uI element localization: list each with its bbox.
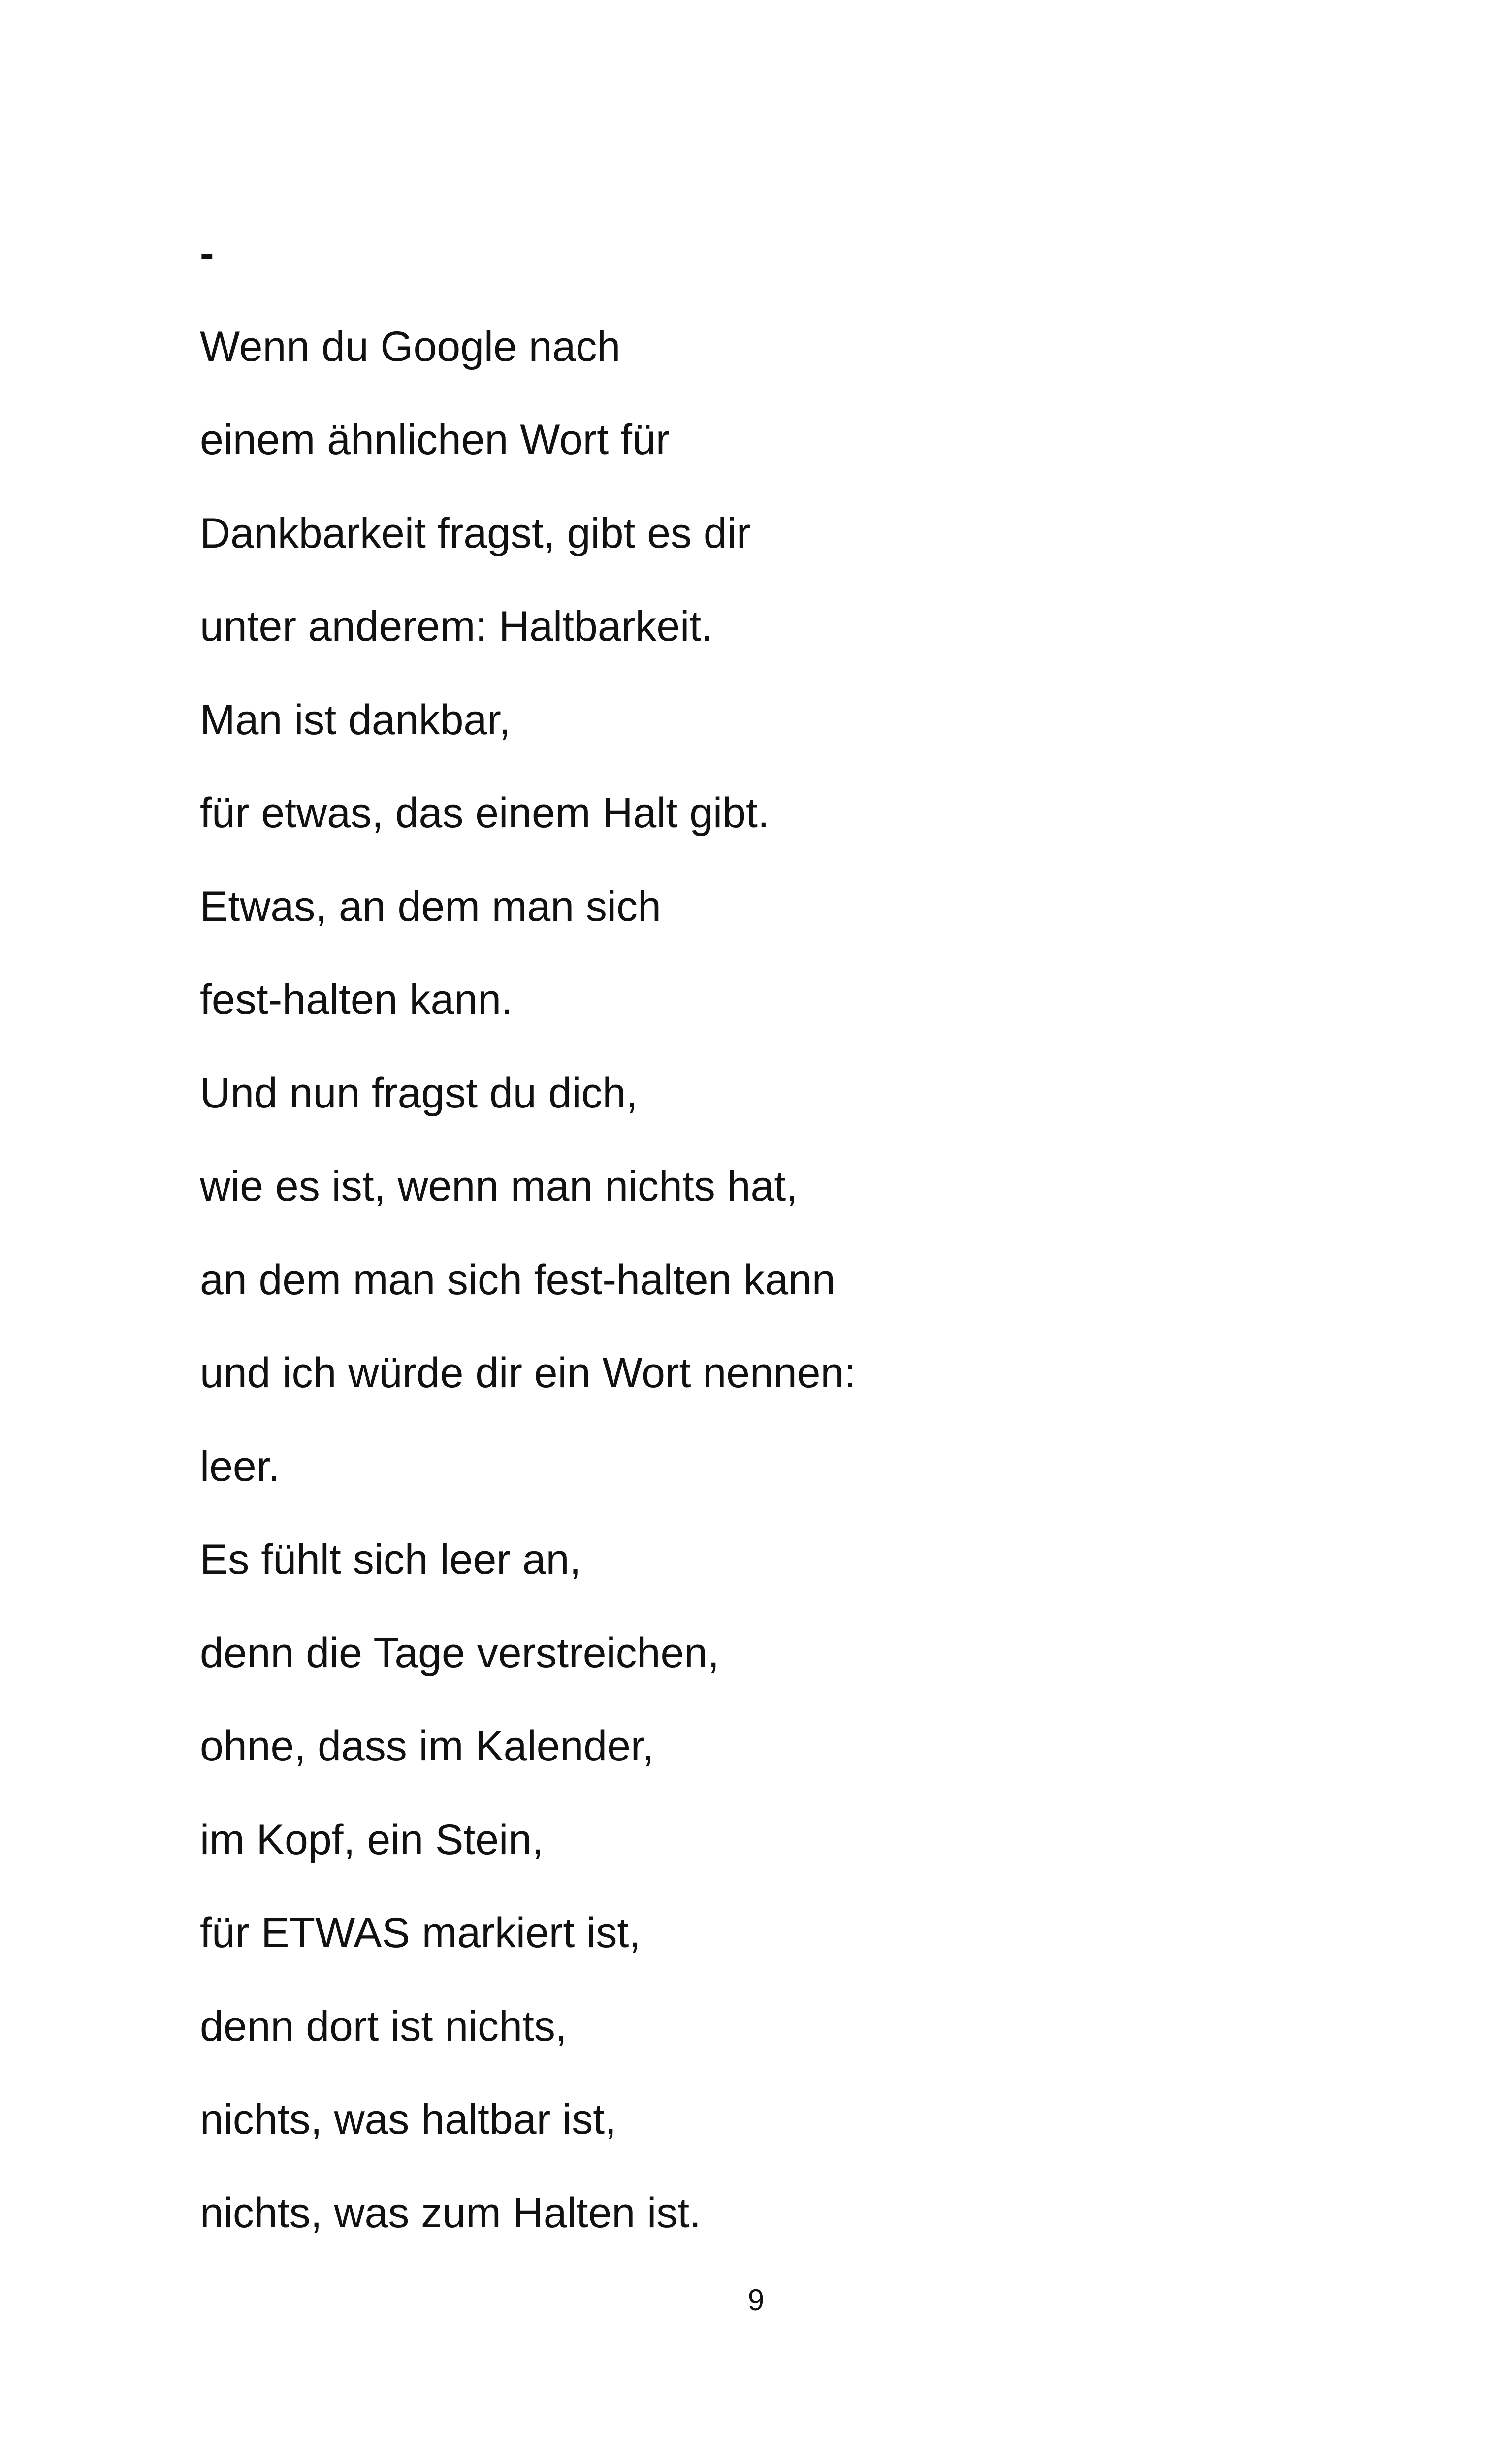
poem-line: für etwas, das einem Halt gibt. [200,789,770,837]
poem-line: nichts, was haltbar ist, [200,2096,617,2143]
poem-line: Etwas, an dem man sich [200,882,661,930]
poem-line: Und nun fragst du dich, [200,1069,638,1117]
poem-line: wie es ist, wenn man nichts hat, [200,1163,798,1210]
poem-line: unter anderem: Haltbarkeit. [200,603,713,650]
poem-line: denn dort ist nichts, [200,2002,567,2050]
poem-line: Wenn du Google nach [200,323,621,370]
poem-line: Man ist dankbar, [200,696,511,744]
poem-line: Dankbarkeit fragst, gibt es dir [200,509,751,557]
poem-line: denn die Tage verstreichen, [200,1629,720,1677]
poem-line: im Kopf, ein Stein, [200,1816,544,1863]
poem-line: - [200,229,214,277]
poem-line: leer. [200,1442,280,1490]
poem-line: an dem man sich fest-halten kann [200,1256,836,1303]
poem-line: einem ähnlichen Wort für [200,416,670,463]
poem-line: und ich würde dir ein Wort nennen: [200,1349,856,1397]
poem-line: nichts, was zum Halten ist. [200,2189,702,2237]
poem-line: ohne, dass im Kalender, [200,1723,654,1770]
poem-line: für ETWAS markiert ist, [200,1909,641,1956]
poem-text [200,207,1332,2260]
page-number: 9 [747,2283,765,2316]
poem-line: Es fühlt sich leer an, [200,1536,581,1583]
poem-line: fest-halten kann. [200,976,513,1023]
